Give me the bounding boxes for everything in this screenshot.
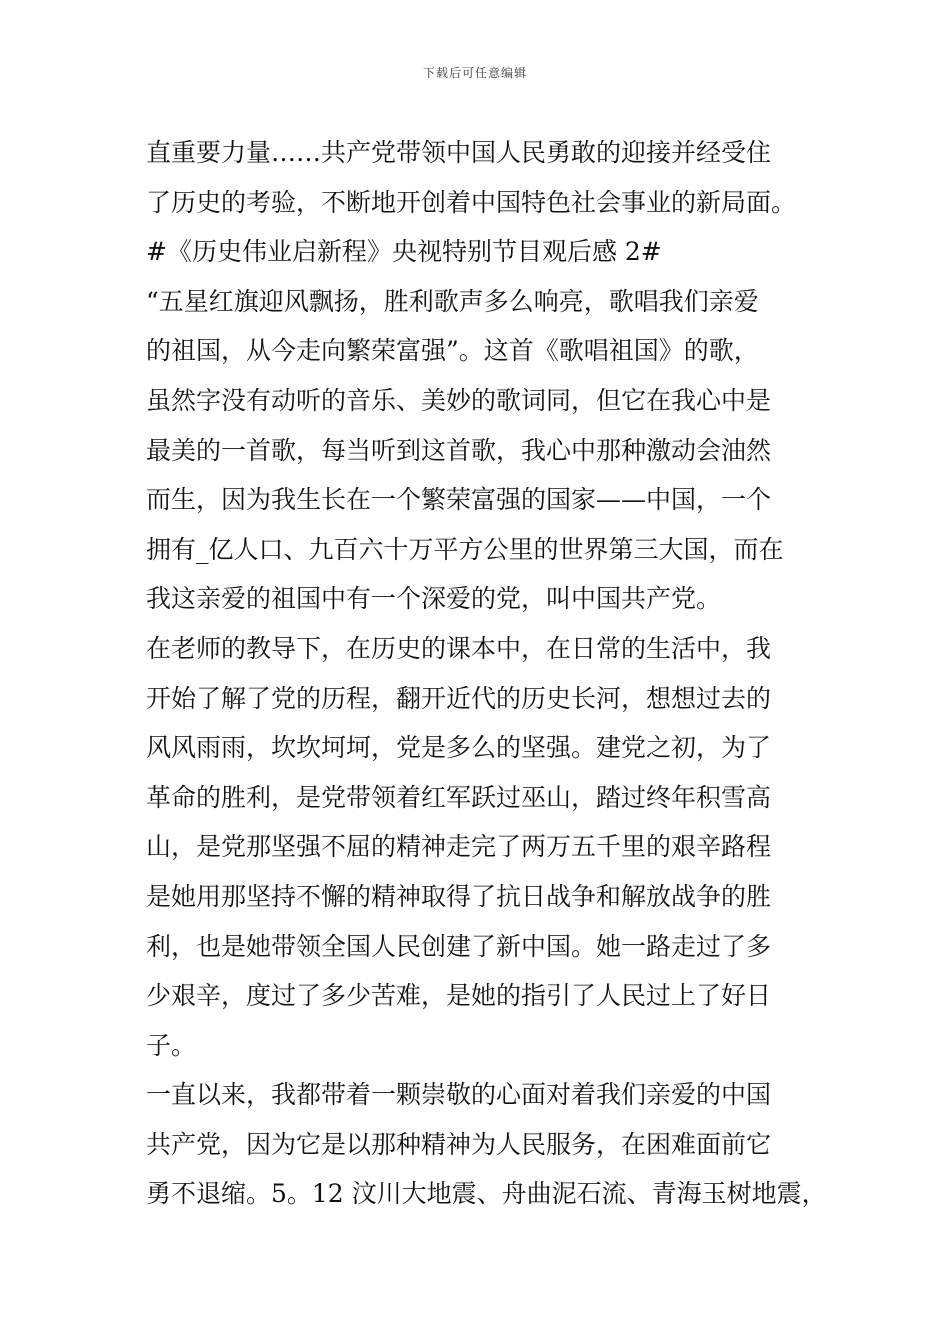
text-line: 风风雨雨，坎坎坷坷，党是多么的坚强。建党之初，为了	[146, 733, 772, 763]
text-line: 共产党，因为它是以那种精神为人民服务，在困难面前它	[146, 1129, 772, 1159]
text-line: 利，也是她带领全国人民创建了新中国。她一路走过了多	[146, 931, 772, 961]
text-line: 直重要力量……共产党带领中国人民勇敢的迎接并经受住	[146, 138, 772, 167]
text-line: 一直以来，我都带着一颗崇敬的心面对着我们亲爱的中国	[146, 1080, 772, 1110]
text-line: 子。	[146, 1030, 197, 1060]
text-line: 山，是党那坚强不屈的精神走完了两万五千里的艰辛路程	[146, 832, 772, 862]
text-line: 了历史的考验，不断地开创着中国特色社会事业的新局面。	[146, 187, 797, 217]
text-line: 是她用那坚持不懈的精神取得了抗日战争和解放战争的胜	[146, 881, 772, 911]
text-line: 的祖国，从今走向繁荣富强”。这首《歌唱祖国》的歌，	[146, 336, 759, 366]
text-line: “五星红旗迎风飘扬，胜利歌声多么响亮，歌唱我们亲爱	[146, 286, 759, 316]
document-body	[146, 128, 836, 1219]
text-line: 革命的胜利，是党带领着红军跃过巫山，踏过终年积雪高	[146, 782, 772, 812]
text-line: 拥有_亿人口、九百六十万平方公里的世界第三大国，而在	[146, 534, 784, 564]
text-line: 而生，因为我生长在一个繁荣富强的国家——中国，一个	[146, 485, 772, 515]
text-line: 少艰辛，度过了多少苦难，是她的指引了人民过上了好日	[146, 981, 772, 1011]
text-line: 开始了解了党的历程，翻开近代的历史长河，想想过去的	[146, 683, 772, 713]
text-line: 虽然字没有动听的音乐、美妙的歌词同，但它在我心中是	[146, 385, 772, 415]
text-line: 我这亲爱的祖国中有一个深爱的党，叫中国共产党。	[146, 584, 722, 614]
text-line: 最美的一首歌，每当听到这首歌，我心中那种激动会油然	[146, 435, 772, 465]
text-line: 勇不退缩。5。12 汶川大地震、舟曲泥石流、青海玉树地震，	[146, 1179, 827, 1209]
page-header: 下载后可任意编辑	[422, 66, 527, 80]
section-heading: #《历史伟业启新程》央视特别节目观后感 2#	[146, 237, 662, 267]
text-line: 在老师的教导下，在历史的课本中，在日常的生活中，我	[146, 633, 772, 663]
